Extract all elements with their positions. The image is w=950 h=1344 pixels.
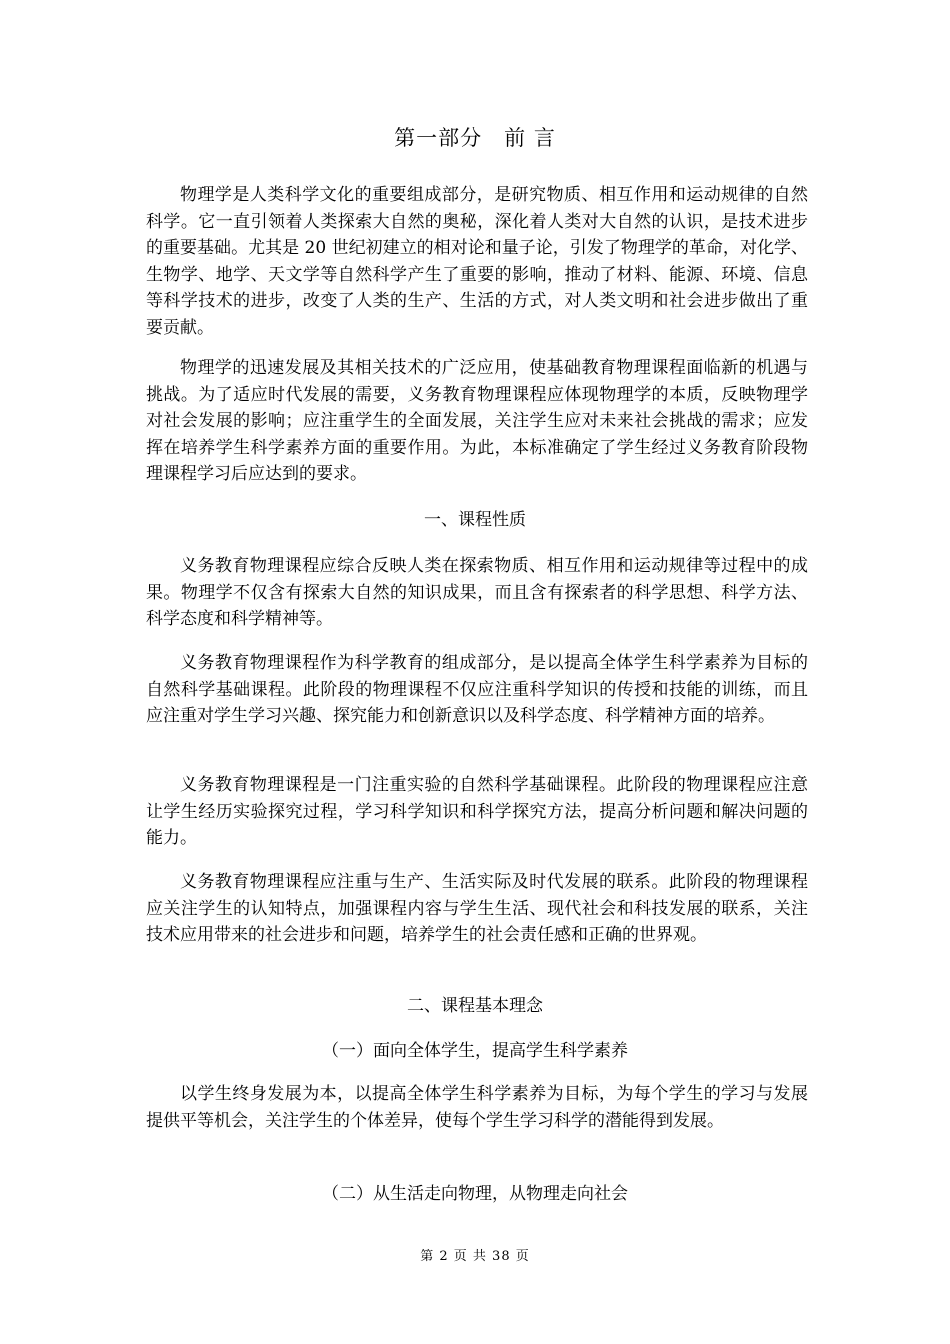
- course-nature-paragraph-4: 义务教育物理课程应注重与生产、生活实际及时代发展的联系。此阶段的物理课程应关注学生的认知特点，加强课程内容与学生生活、现代社会和科技发展的联系，关注技术应用带来的社会进步和问题，培养学生的社会责任感和正确的世界观。: [146, 872, 808, 945]
- intro-paragraph-2: 物理学的迅速发展及其相关技术的广泛应用，使基础教育物理课程面临新的机遇与挑战。为了适应时代发展的需要，义务教育物理课程应体现物理学的本质，反映物理学对社会发展的影响；应注重学生的全面发展，关注学生应对未来社会挑战的需求；应发挥在培养学生科学素养方面的重要作用。为此，本标准确定了学生经过义务教育阶段物理课程学习后应达到的要求。: [146, 358, 808, 484]
- part-title: [0, 124, 950, 152]
- course-nature-paragraph-3: 义务教育物理课程是一门注重实验的自然科学基础课程。此阶段的物理课程应注意让学生经历实验探究过程，学习科学知识和科学探究方法，提高分析问题和解决问题的能力。: [146, 775, 808, 848]
- page-number-footer: 第 2 页 共 38 页: [420, 1249, 530, 1264]
- subsection-heading-1: （一）面向全体学生，提高学生科学素养: [322, 1041, 628, 1061]
- part-title-text: 前 言: [504, 126, 556, 150]
- part-title-number: 第一部分: [394, 126, 483, 150]
- course-nature-paragraph-1: 义务教育物理课程应综合反映人类在探索物质、相互作用和运动规律等过程中的成果。物理学不仅含有探索大自然的知识成果，而且含有探索者的科学思想、科学方法、科学态度和科学精神等。: [146, 556, 808, 629]
- intro-paragraph-1: 物理学是人类科学文化的重要组成部分，是研究物质、相互作用和运动规律的自然科学。它一直引领着人类探索大自然的奥秘，深化着人类对大自然的认识，是技术进步的重要基础。尤其是 20 世纪初建立的相对论和量子论，引发了物理学的革命，对化学、生物学、地学、天文学等自然科学产生了重要的影响，推动了材料、能源、环境、信息等科学技术的进步，改变了人类的生产、生活的方式，对人类文明和社会进步做出了重要贡献。: [146, 185, 808, 338]
- section-heading-course-nature: 一、课程性质: [424, 510, 526, 530]
- basic-concepts-paragraph-1: 以学生终身发展为本，以提高全体学生科学素养为目标，为每个学生的学习与发展提供平等机会，关注学生的个体差异，使每个学生学习科学的潜能得到发展。: [146, 1084, 808, 1131]
- section-heading-basic-concepts: 二、课程基本理念: [407, 996, 543, 1016]
- course-nature-paragraph-2: 义务教育物理课程作为科学教育的组成部分，是以提高全体学生科学素养为目标的自然科学基础课程。此阶段的物理课程不仅应注重科学知识的传授和技能的训练，而且应注重对学生学习兴趣、探究能力和创新意识以及科学态度、科学精神方面的培养。: [146, 653, 808, 726]
- subsection-heading-2: （二）从生活走向物理，从物理走向社会: [322, 1184, 628, 1204]
